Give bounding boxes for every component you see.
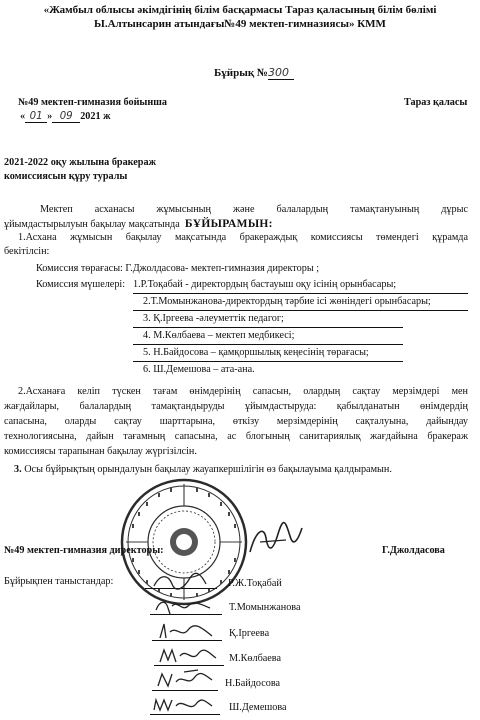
city-name: Тараз қаласы bbox=[404, 97, 468, 108]
date-day: 01 bbox=[25, 111, 47, 123]
date-month: 09 bbox=[52, 111, 80, 123]
member-underline-2 bbox=[133, 310, 468, 311]
member-6: 6. Ш.Демешова – ата-ана. bbox=[143, 364, 255, 375]
school-name: №49 мектеп-гимназия бойынша bbox=[18, 97, 167, 108]
signature-5-icon bbox=[154, 668, 216, 692]
clause3: 3. Осы бұйрықтың орындалуын бақылау жауапкершілігін өз бақылауыма қалдырамын. bbox=[14, 464, 392, 475]
intro-line-2: ұйымдастырылуын бақылау мақсатында БҰЙЫРАМЫН: bbox=[4, 218, 273, 230]
clause2-line-5: комиссиясы тарапынан бақылау жүргізілсін. bbox=[4, 446, 197, 457]
member-underline-1 bbox=[133, 293, 468, 294]
order-title bbox=[214, 66, 294, 80]
order-number: 300 bbox=[268, 66, 294, 80]
acquaint-name-6: Ш.Демешова bbox=[229, 702, 287, 713]
director-title: №49 мектеп-гимназия директоры: bbox=[4, 545, 164, 556]
clause2-line-4: технологиясына, дайын тағамның сапасына, ас блогының санитариялық жағдайына бракераж bbox=[4, 431, 468, 442]
acquaint-name-1: Р.Ж.Тоқабай bbox=[228, 578, 282, 589]
acquaint-name-4: М.Көлбаева bbox=[229, 653, 282, 664]
signature-3-icon bbox=[154, 620, 218, 644]
member-underline-4 bbox=[133, 344, 403, 345]
acquaint-name-5: Н.Байдосова bbox=[225, 678, 281, 689]
member-2: 2.Т.Момынжанова-директордың тәрбие ісі жөніндегі орынбасары; bbox=[143, 296, 431, 307]
member-underline-5 bbox=[133, 361, 403, 362]
subject-line-1: 2021-2022 оқу жылына бракераж bbox=[4, 157, 156, 168]
clause2-line-2: жағдайлары, балалардың тамақтандыруды ұйымдастыруда: қабылданатын өнімдердің bbox=[4, 401, 468, 412]
clause1-line-1: 1.Асхана жұмысын бақылау мақсатында бракераждық комиссиясы төмендегі құрамда bbox=[18, 232, 468, 243]
signature-2-icon bbox=[152, 596, 216, 618]
signature-1-icon bbox=[150, 570, 210, 592]
acquaint-name-2: Т.Момынжанова bbox=[229, 602, 301, 613]
clause2-line-1: 2.Асханаға келіп түскен тағам өнімдерінің сапасын, олардың сақтау мерзімдері мен bbox=[18, 386, 468, 397]
clause1-line-2: бекітілсін: bbox=[4, 246, 50, 257]
subject-line-2: комиссиясын құру туралы bbox=[4, 171, 128, 182]
member-3: 3. Қ.Іргеева -әлеуметтік педагог; bbox=[143, 313, 284, 324]
signature-4-icon bbox=[156, 644, 220, 668]
member-1: 1.Р.Тоқабай - директордың бастауыш оқу ісінің орынбасары; bbox=[133, 279, 397, 290]
member-5: 5. Н.Байдосова – қамқоршылық кеңесінің төрағасы; bbox=[143, 347, 369, 358]
order-word: БҰЙЫРАМЫН: bbox=[184, 218, 273, 230]
date-year: 2021 ж bbox=[80, 111, 111, 122]
director-name: Г.Джолдасова bbox=[382, 545, 445, 556]
commission-members-label: Комиссия мүшелері: bbox=[36, 279, 126, 290]
member-underline-3 bbox=[133, 327, 403, 328]
header-line-2: Ы.Алтынсарин атындағы№49 мектеп-гимназиясы» КММ bbox=[94, 18, 386, 30]
director-signature-icon bbox=[246, 520, 306, 562]
commission-chair: Комиссия төрағасы: Г.Джолдасова- мектеп-гимназия директоры ; bbox=[36, 263, 320, 274]
intro-line-1: Мектеп асханасы жұмысының және балалардың тамақтануының дұрыс bbox=[40, 204, 468, 215]
acquaint-label: Бұйрықпен таныстандар: bbox=[4, 576, 114, 587]
header-line-1: «Жамбыл облысы әкімдігінің білім басқармасы Тараз қаласының білім бөлімі bbox=[43, 4, 437, 16]
member-4: 4. М.Көлбаева – мектеп медбикесі; bbox=[143, 330, 295, 341]
acquaint-name-3: Қ.Іргеева bbox=[229, 628, 270, 639]
signature-6-icon bbox=[150, 694, 216, 716]
clause2-line-3: сапасына, оларды сақтау шарттарына, өткізу мерзімдерінің сақталуына, дайындау bbox=[4, 416, 468, 427]
order-label: Бұйрық № bbox=[214, 67, 268, 79]
order-date: « 01 » 09 2021 ж bbox=[20, 111, 111, 122]
